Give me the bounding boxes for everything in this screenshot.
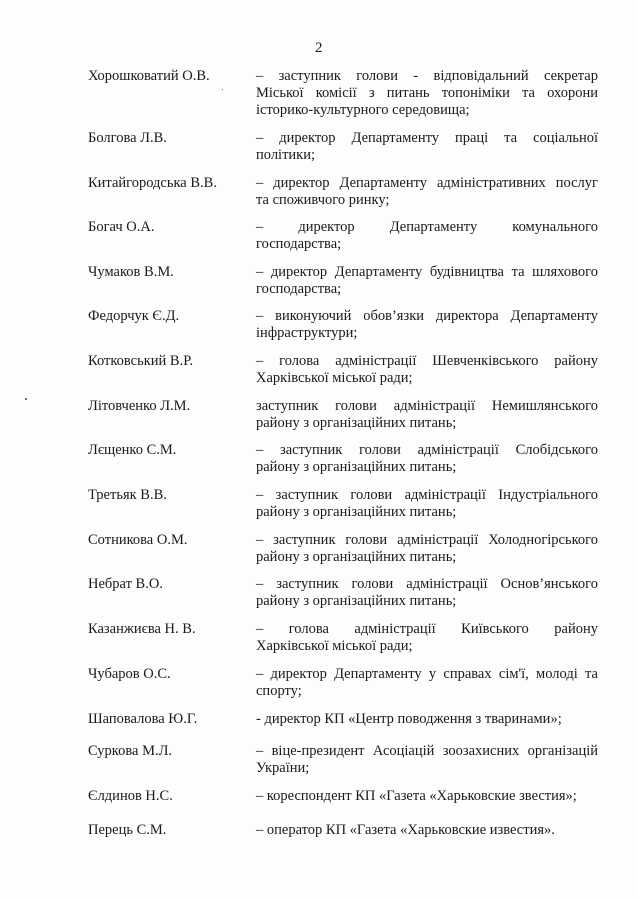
role-line: України; <box>256 760 310 776</box>
role-line: Міської комісії з питань топоніміки та охорони <box>256 85 598 101</box>
role-line: господарства; <box>256 236 342 252</box>
role-line: історико-культурного середовища; <box>256 102 470 118</box>
member-name: Казанжиєва Н. В. <box>88 621 196 637</box>
role-line: – оператор КП «Газета «Харьковские известия». <box>256 822 555 838</box>
member-name: Котковський В.Р. <box>88 353 194 369</box>
member-role <box>256 711 598 728</box>
member-role <box>256 130 598 164</box>
member-role <box>256 264 598 298</box>
member-role <box>256 822 598 839</box>
member-name: Шаповалова Ю.Г. <box>88 711 198 727</box>
role-line: району з організаційних питань; <box>256 593 457 609</box>
member-name: Болгова Л.В. <box>88 130 167 146</box>
role-line: району з організаційних питань; <box>256 415 457 431</box>
role-line: – заступник голови адміністрації Основ’янського <box>256 576 598 592</box>
scan-speck <box>222 89 223 90</box>
role-line: – заступник голови адміністрації Холодногірського <box>256 532 598 548</box>
role-line: заступник голови адміністрації Немишлянського <box>256 398 598 414</box>
member-role <box>256 308 598 342</box>
role-line: – заступник голови - відповідальний секретар <box>256 68 598 84</box>
role-line: – директор Департаменту будівництва та шляхового <box>256 264 598 280</box>
member-name: Єлдинов Н.С. <box>88 788 173 804</box>
role-line: району з організаційних питань; <box>256 459 457 475</box>
role-line: району з організаційних питань; <box>256 504 457 520</box>
member-name: Лєщенко С.М. <box>88 442 177 458</box>
role-line: Харківської міської ради; <box>256 638 413 654</box>
role-line: – голова адміністрації Київського району <box>256 621 598 637</box>
member-name: Богач О.А. <box>88 219 155 235</box>
role-line: - директор КП «Центр поводження з тваринами»; <box>256 711 562 727</box>
member-role <box>256 353 598 387</box>
role-line: Харківської міської ради; <box>256 370 413 386</box>
member-role <box>256 487 598 521</box>
member-role <box>256 442 598 476</box>
member-name: Чумаков В.М. <box>88 264 174 280</box>
member-name: Літовченко Л.М. <box>88 398 191 414</box>
member-role <box>256 743 598 777</box>
role-line: – голова адміністрації Шевченківського району <box>256 353 598 369</box>
member-role <box>256 219 598 253</box>
role-line: – виконуючий обов’язки директора Департаменту <box>256 308 598 324</box>
role-line: спорту; <box>256 683 302 699</box>
role-line: інфраструктури; <box>256 325 358 341</box>
scan-dot <box>25 398 27 400</box>
member-role <box>256 621 598 655</box>
member-role <box>256 666 598 700</box>
member-name: Федорчук Є.Д. <box>88 308 180 324</box>
member-role <box>256 398 598 432</box>
member-role <box>256 576 598 610</box>
member-role <box>256 68 598 119</box>
role-line: – заступник голови адміністрації Слобідського <box>256 442 598 458</box>
member-name: Сотникова О.М. <box>88 532 188 548</box>
role-line: – директор Департаменту праці та соціальної <box>256 130 598 146</box>
member-role <box>256 532 598 566</box>
role-line: та споживчого ринку; <box>256 192 390 208</box>
member-role <box>256 788 598 805</box>
role-line: – віце-президент Асоціацій зоозахисних організацій <box>256 743 598 759</box>
member-name: Хорошковатий О.В. <box>88 68 210 84</box>
member-name: Перець С.М. <box>88 822 167 838</box>
role-line: району з організаційних питань; <box>256 549 457 565</box>
member-name: Суркова М.Л. <box>88 743 173 759</box>
member-name: Небрат В.О. <box>88 576 163 592</box>
member-name: Чубаров О.С. <box>88 666 171 682</box>
role-line: господарства; <box>256 281 342 297</box>
member-name: Китайгородська В.В. <box>88 175 217 191</box>
role-line: – директор Департаменту комунального <box>256 219 598 235</box>
member-role <box>256 175 598 209</box>
page-number: 2 <box>315 40 323 56</box>
role-line: політики; <box>256 147 316 163</box>
role-line: – заступник голови адміністрації Індустріального <box>256 487 598 503</box>
role-line: – кореспондент КП «Газета «Харьковские звестия»; <box>256 788 577 804</box>
role-line: – директор Департаменту у справах сім'ї, молоді та <box>256 666 598 682</box>
role-line: – директор Департаменту адміністративних послуг <box>256 175 598 191</box>
member-name: Третьяк В.В. <box>88 487 167 503</box>
